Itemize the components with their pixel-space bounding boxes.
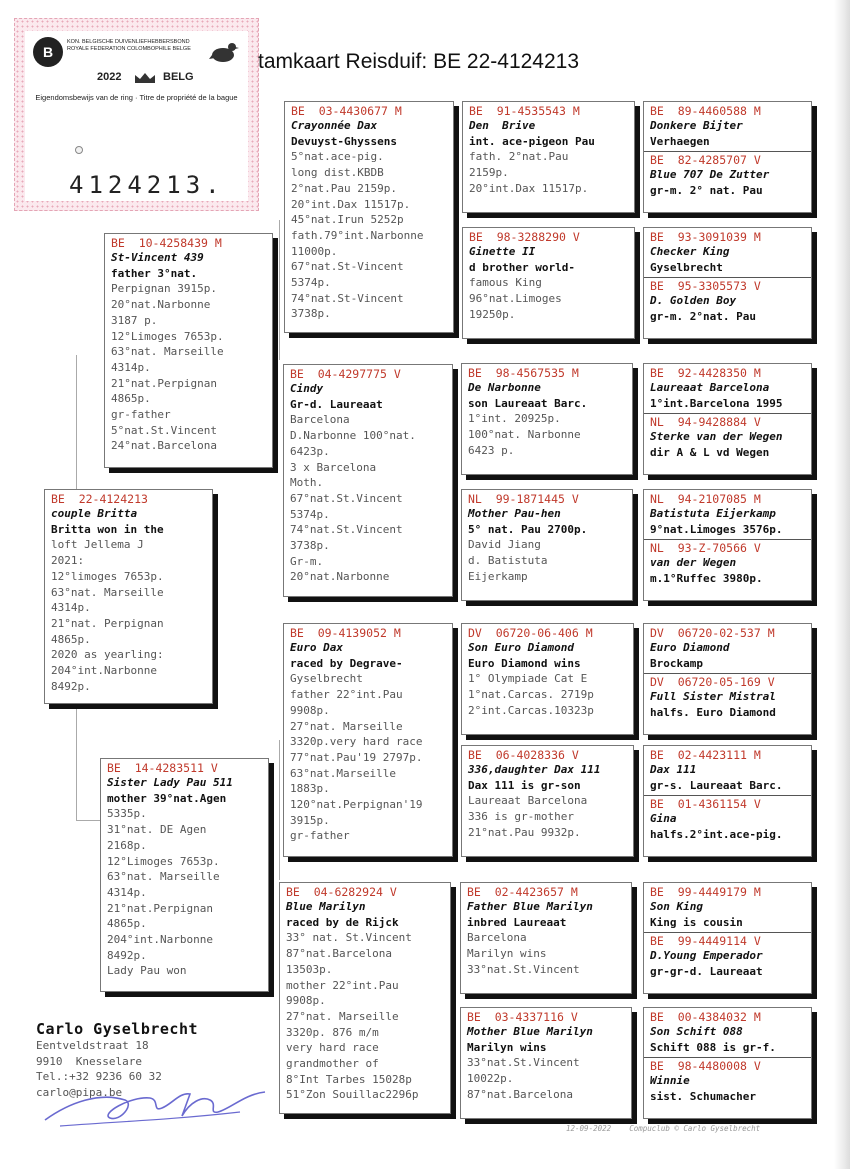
card-section bbox=[644, 673, 811, 720]
pedigree-line: Ginette II bbox=[469, 245, 536, 258]
card-section bbox=[650, 230, 807, 275]
pedigree-line: St-Vincent 439 bbox=[111, 251, 204, 264]
card-section bbox=[644, 539, 811, 586]
pedigree-line: 3187 p. bbox=[111, 313, 158, 327]
owner-street: Eentveldstraat 18 bbox=[36, 1039, 149, 1052]
pedigree-line: Moth. bbox=[290, 476, 324, 490]
pedigree-line: Marilyn wins bbox=[467, 947, 547, 961]
pedigree-line: famous King bbox=[469, 276, 542, 290]
pedigree-line: 74°nat.St-Vincent bbox=[291, 291, 404, 305]
card-section bbox=[650, 366, 807, 411]
pedigree-line: D. Golden Boy bbox=[650, 294, 737, 308]
pedigree-line: 33° nat. St.Vincent bbox=[286, 931, 412, 945]
pedigree-line: fath. 2°nat.Pau bbox=[469, 150, 569, 164]
card-section bbox=[469, 104, 630, 197]
pedigree-card-mother bbox=[100, 758, 269, 992]
pedigree-line: Marilyn wins bbox=[467, 1040, 547, 1054]
pedigree-card-mmf bbox=[460, 882, 632, 994]
pedigree-line: Barcelona bbox=[467, 931, 527, 945]
ring-number: BE 04-4297775 V bbox=[290, 367, 401, 381]
pedigree-line: Brockamp bbox=[650, 656, 703, 670]
pedigree-line: 5°nat.St.Vincent bbox=[111, 423, 217, 437]
crown-icon bbox=[133, 71, 157, 85]
pedigree-line: grandmother of bbox=[286, 1057, 379, 1071]
pedigree-line: 8492p. bbox=[51, 679, 91, 693]
pedigree-card-ff bbox=[284, 101, 454, 333]
page-edge-shadow bbox=[834, 0, 850, 1169]
pedigree-line: 13503p. bbox=[286, 962, 333, 976]
ring-number: BE 14-4283511 V bbox=[107, 761, 218, 775]
signature-icon bbox=[40, 1082, 270, 1132]
connector-mf bbox=[279, 740, 280, 880]
pedigree-line: 12°limoges 7653p. bbox=[51, 569, 164, 583]
ring-number: BE 03-4430677 M bbox=[291, 104, 402, 118]
pedigree-line: De Narbonne bbox=[468, 381, 541, 394]
pedigree-line: 9908p. bbox=[290, 703, 330, 717]
pedigree-card-g1 bbox=[643, 101, 812, 213]
card-section bbox=[467, 885, 627, 978]
pedigree-line: 4314p. bbox=[51, 601, 91, 615]
pedigree-line: Mother Blue Marilyn bbox=[467, 1025, 593, 1038]
pedigree-card-fmf bbox=[461, 363, 633, 475]
pedigree-line: Sterke van der Wegen bbox=[650, 430, 783, 444]
pedigree-line: 20°nat.Narbonne bbox=[111, 298, 211, 312]
pedigree-line: 8°Int Tarbes 15028p bbox=[286, 1072, 412, 1086]
card-section bbox=[468, 492, 628, 585]
pedigree-line: 5374p. bbox=[291, 276, 331, 290]
ring-number: BE 98-3288290 V bbox=[469, 230, 580, 244]
pedigree-line: 1883p. bbox=[290, 782, 330, 796]
card-section bbox=[51, 492, 208, 694]
card-section bbox=[468, 748, 629, 841]
pedigree-line: sist. Schumacher bbox=[650, 1090, 756, 1104]
pedigree-card-mm bbox=[279, 882, 451, 1114]
pedigree-line: 33°nat.St.Vincent bbox=[467, 962, 580, 976]
pedigree-card-mff bbox=[461, 623, 634, 735]
card-section bbox=[650, 104, 807, 149]
card-section bbox=[644, 1057, 811, 1104]
card-section bbox=[644, 795, 811, 842]
pedigree-line: 3 x Barcelona bbox=[290, 460, 377, 474]
ring-number: NL 99-1871445 V bbox=[468, 492, 579, 506]
card-section bbox=[650, 885, 807, 930]
pedigree-line: 3738p. bbox=[290, 539, 330, 553]
pedigree-line: 2°int.Carcas.10323p bbox=[468, 703, 594, 717]
pedigree-line: inbred Laureaat bbox=[467, 915, 567, 929]
pedigree-line: dir A & L vd Wegen bbox=[650, 446, 770, 460]
pedigree-line: Lady Pau won bbox=[107, 964, 187, 978]
ring-year: 2022 bbox=[97, 71, 122, 83]
pedigree-line: 74°nat.St.Vincent bbox=[290, 523, 403, 537]
pedigree-line: van der Wegen bbox=[650, 556, 737, 570]
pedigree-line: 4865p. bbox=[111, 392, 151, 406]
federation-name-fr: ROYALE FEDERATION COLOMBOPHILE BELGE bbox=[67, 45, 191, 52]
ring-country: BELG bbox=[163, 71, 194, 83]
pedigree-line: 120°nat.Perpignan'19 bbox=[290, 798, 423, 812]
pedigree-line: d brother world- bbox=[469, 260, 575, 274]
pedigree-line: D.Young Emperador bbox=[650, 949, 763, 963]
pedigree-line: mother 39°nat.Agen bbox=[107, 791, 227, 805]
ring-number: BE 91-4535543 M bbox=[469, 104, 580, 118]
pedigree-line: 336 is gr-mother bbox=[468, 810, 574, 824]
pedigree-line: fath.79°int.Narbonne bbox=[291, 228, 424, 242]
pedigree-line: David Jiang bbox=[468, 538, 541, 552]
pedigree-line: 2020 as yearling: bbox=[51, 648, 164, 662]
card-section bbox=[291, 104, 449, 322]
pedigree-card-fmm bbox=[461, 489, 633, 601]
pedigree-line: 4865p. bbox=[107, 917, 147, 931]
pedigree-line: Cindy bbox=[290, 382, 324, 395]
pedigree-line: 12°Limoges 7653p. bbox=[111, 329, 224, 343]
pedigree-line: Britta won in the bbox=[51, 522, 164, 536]
pedigree-line: Gr-m. bbox=[290, 554, 324, 568]
card-section bbox=[644, 413, 811, 460]
pedigree-line: 63°nat. Marseille bbox=[107, 870, 220, 884]
pedigree-line: 5335p. bbox=[107, 807, 147, 821]
pedigree-line: halfs. Euro Diamond bbox=[650, 706, 776, 720]
pedigree-line: Eijerkamp bbox=[468, 569, 528, 583]
pedigree-line: 100°nat. Narbonne bbox=[468, 428, 581, 442]
pedigree-line: int. ace-pigeon Pau bbox=[469, 134, 595, 148]
card-section bbox=[468, 626, 629, 719]
pedigree-line: 3320p.very hard race bbox=[290, 735, 423, 749]
ring-label-header bbox=[25, 31, 248, 109]
ring-number: BE 22-4124213 bbox=[51, 492, 148, 506]
pedigree-line: Blue 707 De Zutter bbox=[650, 168, 770, 182]
card-section bbox=[650, 1010, 807, 1055]
ring-number: NL 94-2107085 M bbox=[650, 492, 761, 506]
connector-ff bbox=[279, 220, 280, 360]
owner-phone: Tel.:+32 9236 60 32 bbox=[36, 1070, 162, 1083]
pedigree-line: 96°nat.Limoges bbox=[469, 292, 562, 306]
pedigree-line: Perpignan 3915p. bbox=[111, 282, 217, 296]
pedigree-line: 336,daughter Dax 111 bbox=[468, 763, 601, 776]
pedigree-line: Blue Marilyn bbox=[286, 900, 366, 913]
pedigree-line: 1°int. 20925p. bbox=[468, 412, 561, 426]
ring-number: BE 09-4139052 M bbox=[290, 626, 401, 640]
pedigree-line: Son Schift 088 bbox=[650, 1025, 743, 1038]
pedigree-line: 21°nat. Perpignan bbox=[51, 616, 164, 630]
pedigree-card-g3 bbox=[643, 363, 812, 475]
ring-number: BE 89-4460588 M bbox=[650, 104, 761, 118]
pedigree-line: 10022p. bbox=[467, 1072, 514, 1086]
pedigree-line: 1°nat.Carcas. 2719p bbox=[468, 688, 594, 702]
pedigree-line: Full Sister Mistral bbox=[650, 690, 776, 704]
ring-number: BE 82-4285707 V bbox=[650, 153, 761, 168]
ring-number: BE 92-4428350 M bbox=[650, 366, 761, 380]
pedigree-line: Schift 088 is gr-f. bbox=[650, 1040, 776, 1054]
pedigree-line: 31°nat. DE Agen bbox=[107, 823, 207, 837]
ring-number: BE 02-4423111 M bbox=[650, 748, 761, 762]
pedigree-card-self bbox=[44, 489, 213, 704]
pedigree-line: Winnie bbox=[650, 1074, 690, 1088]
pedigree-line: Sister Lady Pau 511 bbox=[107, 776, 233, 789]
pedigree-line: 204°int.Narbonne bbox=[51, 664, 157, 678]
pedigree-line: gr-father bbox=[111, 408, 171, 422]
ring-number: 4124213. bbox=[69, 171, 225, 199]
pedigree-card-g8 bbox=[643, 1007, 812, 1119]
pedigree-line: 27°nat. Marseille bbox=[286, 1009, 399, 1023]
card-section bbox=[650, 492, 807, 537]
pedigree-line: loft Jellema J bbox=[51, 538, 144, 552]
pedigree-line: gr-m. 2° nat. Pau bbox=[650, 184, 763, 198]
pedigree-line: 5° nat. Pau 2700p. bbox=[468, 522, 588, 536]
pedigree-line: son Laureaat Barc. bbox=[468, 396, 588, 410]
pedigree-line: 33°nat.St.Vincent bbox=[467, 1056, 580, 1070]
pedigree-line: 2°nat.Pau 2159p. bbox=[291, 181, 397, 195]
ring-number: BE 10-4258439 M bbox=[111, 236, 222, 250]
pedigree-line: 8492p. bbox=[107, 948, 147, 962]
pedigree-line: Barcelona bbox=[290, 413, 350, 427]
ring-number: BE 03-4337116 V bbox=[467, 1010, 578, 1024]
pedigree-line: 11000p. bbox=[291, 244, 338, 258]
connector-mother-h bbox=[76, 820, 100, 821]
ring-label bbox=[14, 18, 259, 211]
pedigree-line: 2159p. bbox=[469, 166, 509, 180]
pedigree-line: father 3°nat. bbox=[111, 266, 198, 280]
pedigree-line: 63°nat. Marseille bbox=[111, 345, 224, 359]
pedigree-line: Euro Dax bbox=[290, 641, 343, 654]
pedigree-line: 27°nat. Marseille bbox=[290, 719, 403, 733]
card-section bbox=[286, 885, 446, 1103]
card-section bbox=[290, 626, 448, 844]
pedigree-line: 24°nat.Barcelona bbox=[111, 439, 217, 453]
pedigree-line: Euro Diamond bbox=[650, 641, 730, 654]
ring-number: BE 01-4361154 V bbox=[650, 797, 761, 812]
pedigree-line: 6423 p. bbox=[468, 443, 515, 457]
pedigree-line: Laureaat Barcelona bbox=[650, 381, 770, 394]
card-section bbox=[469, 230, 630, 323]
pedigree-line: mother 22°int.Pau bbox=[286, 978, 399, 992]
pedigree-line: halfs.2°int.ace-pig. bbox=[650, 828, 783, 842]
ring-number: DV 06720-05-169 V bbox=[650, 675, 775, 690]
pedigree-line: Dax 111 bbox=[650, 763, 697, 776]
pedigree-line: 21°nat.Pau 9932p. bbox=[468, 825, 581, 839]
pedigree-card-g7 bbox=[643, 882, 812, 994]
card-section bbox=[650, 748, 807, 793]
pedigree-line: Checker King bbox=[650, 245, 730, 258]
pedigree-line: couple Britta bbox=[51, 507, 138, 520]
card-section bbox=[107, 761, 264, 979]
pedigree-line: 9°nat.Limoges 3576p. bbox=[650, 522, 783, 536]
ring-number: BE 98-4567535 M bbox=[468, 366, 579, 380]
pigeon-icon bbox=[209, 39, 239, 65]
pedigree-line: gr-s. Laureaat Barc. bbox=[650, 778, 783, 792]
pedigree-line: 45°nat.Irun 5252p bbox=[291, 213, 404, 227]
pedigree-line: raced by de Rijck bbox=[286, 915, 399, 929]
pedigree-line: 87°nat.Barcelona bbox=[467, 1087, 573, 1101]
card-section bbox=[467, 1010, 627, 1103]
ring-number: BE 99-4449114 V bbox=[650, 934, 761, 949]
label-punch-hole bbox=[75, 146, 83, 154]
pedigree-line: gr-gr-d. Laureaat bbox=[650, 965, 763, 979]
pedigree-line: 19250p. bbox=[469, 307, 516, 321]
pedigree-line: Gr-d. Laureaat bbox=[290, 397, 383, 411]
pedigree-line: Donkere Bijter bbox=[650, 119, 743, 132]
pedigree-line: 21°nat.Perpignan bbox=[111, 376, 217, 390]
pedigree-line: Mother Pau-hen bbox=[468, 507, 561, 520]
ring-number: BE 00-4384032 M bbox=[650, 1010, 761, 1024]
card-section bbox=[644, 151, 811, 198]
pedigree-line: father 22°int.Pau bbox=[290, 688, 403, 702]
pedigree-card-ffm bbox=[462, 227, 635, 339]
pedigree-line: 204°int.Narbonne bbox=[107, 933, 213, 947]
pedigree-card-mfm bbox=[461, 745, 634, 857]
pedigree-line: gr-m. 2°nat. Pau bbox=[650, 310, 756, 324]
federation-seal-icon: B bbox=[33, 37, 63, 67]
pedigree-line: 12°Limoges 7653p. bbox=[107, 854, 220, 868]
pedigree-line: D.Narbonne 100°nat. bbox=[290, 429, 416, 443]
owner-name: Carlo Gyselbrecht bbox=[36, 1020, 199, 1038]
ring-number: BE 98-4480008 V bbox=[650, 1059, 761, 1074]
pedigree-line: raced by Degrave- bbox=[290, 656, 403, 670]
pedigree-line: Batistuta Eijerkamp bbox=[650, 507, 776, 520]
pedigree-line: Euro Diamond wins bbox=[468, 656, 581, 670]
pedigree-line: 4865p. bbox=[51, 632, 91, 646]
pedigree-line: 1°int.Barcelona 1995 bbox=[650, 396, 783, 410]
pedigree-line: 77°nat.Pau'19 2797p. bbox=[290, 750, 423, 764]
pedigree-line: 21°nat.Perpignan bbox=[107, 901, 213, 915]
pedigree-line: 3738p. bbox=[291, 307, 331, 321]
pedigree-line: King is cousin bbox=[650, 915, 743, 929]
pedigree-line: Son King bbox=[650, 900, 703, 913]
ring-number: BE 06-4028336 V bbox=[468, 748, 579, 762]
pedigree-line: Father Blue Marilyn bbox=[467, 900, 593, 913]
pedigree-line: 2168p. bbox=[107, 838, 147, 852]
pedigree-line: 5°nat.ace-pig. bbox=[291, 150, 384, 164]
pedigree-line: Gyselbrecht bbox=[290, 672, 363, 686]
pedigree-line: long dist.KBDB bbox=[291, 166, 384, 180]
pedigree-line: 20°int.Dax 11517p. bbox=[469, 181, 589, 195]
card-section bbox=[644, 932, 811, 979]
pedigree-line: 63°nat.Marseille bbox=[290, 766, 396, 780]
pedigree-card-fm bbox=[283, 364, 453, 597]
pedigree-line: 1° Olympiade Cat E bbox=[468, 672, 588, 686]
ring-label-inner bbox=[25, 31, 248, 201]
pedigree-line: 4314p. bbox=[107, 885, 147, 899]
ring-number: BE 02-4423657 M bbox=[467, 885, 578, 899]
pedigree-card-mf bbox=[283, 623, 453, 857]
pedigree-card-father bbox=[104, 233, 273, 468]
federation-name bbox=[67, 39, 191, 52]
pedigree-card-g2 bbox=[643, 227, 812, 339]
pedigree-line: 3915p. bbox=[290, 813, 330, 827]
card-section bbox=[111, 236, 268, 454]
ring-number: NL 94-9428884 V bbox=[650, 415, 761, 430]
footer-credit: 12-09-2022 Compuclub © Carlo Gyselbrecht bbox=[566, 1124, 761, 1133]
connector-mother bbox=[76, 700, 77, 820]
owner-city: 9910 Knesselare bbox=[36, 1054, 142, 1068]
pedigree-line: 87°nat.Barcelona bbox=[286, 947, 392, 961]
pedigree-line: very hard race bbox=[286, 1041, 379, 1055]
ring-number: BE 93-3091039 M bbox=[650, 230, 761, 244]
card-section bbox=[644, 277, 811, 324]
pedigree-line: m.1°Ruffec 3980p. bbox=[650, 572, 763, 586]
pedigree-line: 20°nat.Narbonne bbox=[290, 570, 390, 584]
pedigree-card-g4 bbox=[643, 489, 812, 601]
pedigree-line: 63°nat. Marseille bbox=[51, 585, 164, 599]
pedigree-line: Devuyst-Ghyssens bbox=[291, 134, 397, 148]
ring-number: DV 06720-06-406 M bbox=[468, 626, 593, 640]
pedigree-line: Dax 111 is gr-son bbox=[468, 778, 581, 792]
pedigree-line: Gina bbox=[650, 812, 677, 826]
pedigree-line: d. Batistuta bbox=[468, 554, 548, 568]
pedigree-line: 67°nat.St-Vincent bbox=[291, 260, 404, 274]
pedigree-line: Crayonnée Dax bbox=[291, 119, 378, 132]
pedigree-line: 4314p. bbox=[111, 360, 151, 374]
pedigree-line: Son Euro Diamond bbox=[468, 641, 574, 654]
ring-number: BE 95-3305573 V bbox=[650, 279, 761, 294]
connector-father bbox=[76, 355, 77, 490]
pedigree-line: Verhaegen bbox=[650, 134, 710, 148]
pedigree-line: Gyselbrecht bbox=[650, 260, 723, 274]
pedigree-card-g5 bbox=[643, 623, 812, 735]
pedigree-card-mmm bbox=[460, 1007, 632, 1119]
pedigree-line: gr-father bbox=[290, 829, 350, 843]
pedigree-line: 9908p. bbox=[286, 994, 326, 1008]
pedigree-line: 20°int.Dax 11517p. bbox=[291, 197, 411, 211]
card-section bbox=[290, 367, 448, 585]
page-title: tamkaart Reisduif: BE 22-4124213 bbox=[258, 50, 580, 73]
pedigree-card-g6 bbox=[643, 745, 812, 857]
pedigree-line: 6423p. bbox=[290, 444, 330, 458]
pedigree-line: 5374p. bbox=[290, 507, 330, 521]
pedigree-line: 67°nat.St.Vincent bbox=[290, 491, 403, 505]
pedigree-line: 2021: bbox=[51, 554, 85, 568]
ownership-text: Eigendomsbewijs van de ring · Titre de propriété de la bague bbox=[35, 93, 238, 102]
ring-number: BE 04-6282924 V bbox=[286, 885, 397, 899]
card-section bbox=[468, 366, 628, 459]
ring-number: NL 93-Z-70566 V bbox=[650, 541, 761, 556]
pedigree-line: Laureaat Barcelona bbox=[468, 794, 588, 808]
owner-email: carlo@pipa.be bbox=[36, 1085, 123, 1099]
card-section bbox=[650, 626, 807, 671]
pedigree-line: Den Brive bbox=[469, 119, 536, 132]
pedigree-line: 3320p. 876 m/m bbox=[286, 1025, 379, 1039]
pedigree-line: 51°Zon Souillac2296p bbox=[286, 1088, 419, 1102]
ring-number: BE 99-4449179 M bbox=[650, 885, 761, 899]
federation-name-nl: KON. BELGISCHE DUIVENLIEFHEBBERSBOND bbox=[67, 39, 190, 45]
ring-number: DV 06720-02-537 M bbox=[650, 626, 775, 640]
pedigree-card-fff bbox=[462, 101, 635, 213]
